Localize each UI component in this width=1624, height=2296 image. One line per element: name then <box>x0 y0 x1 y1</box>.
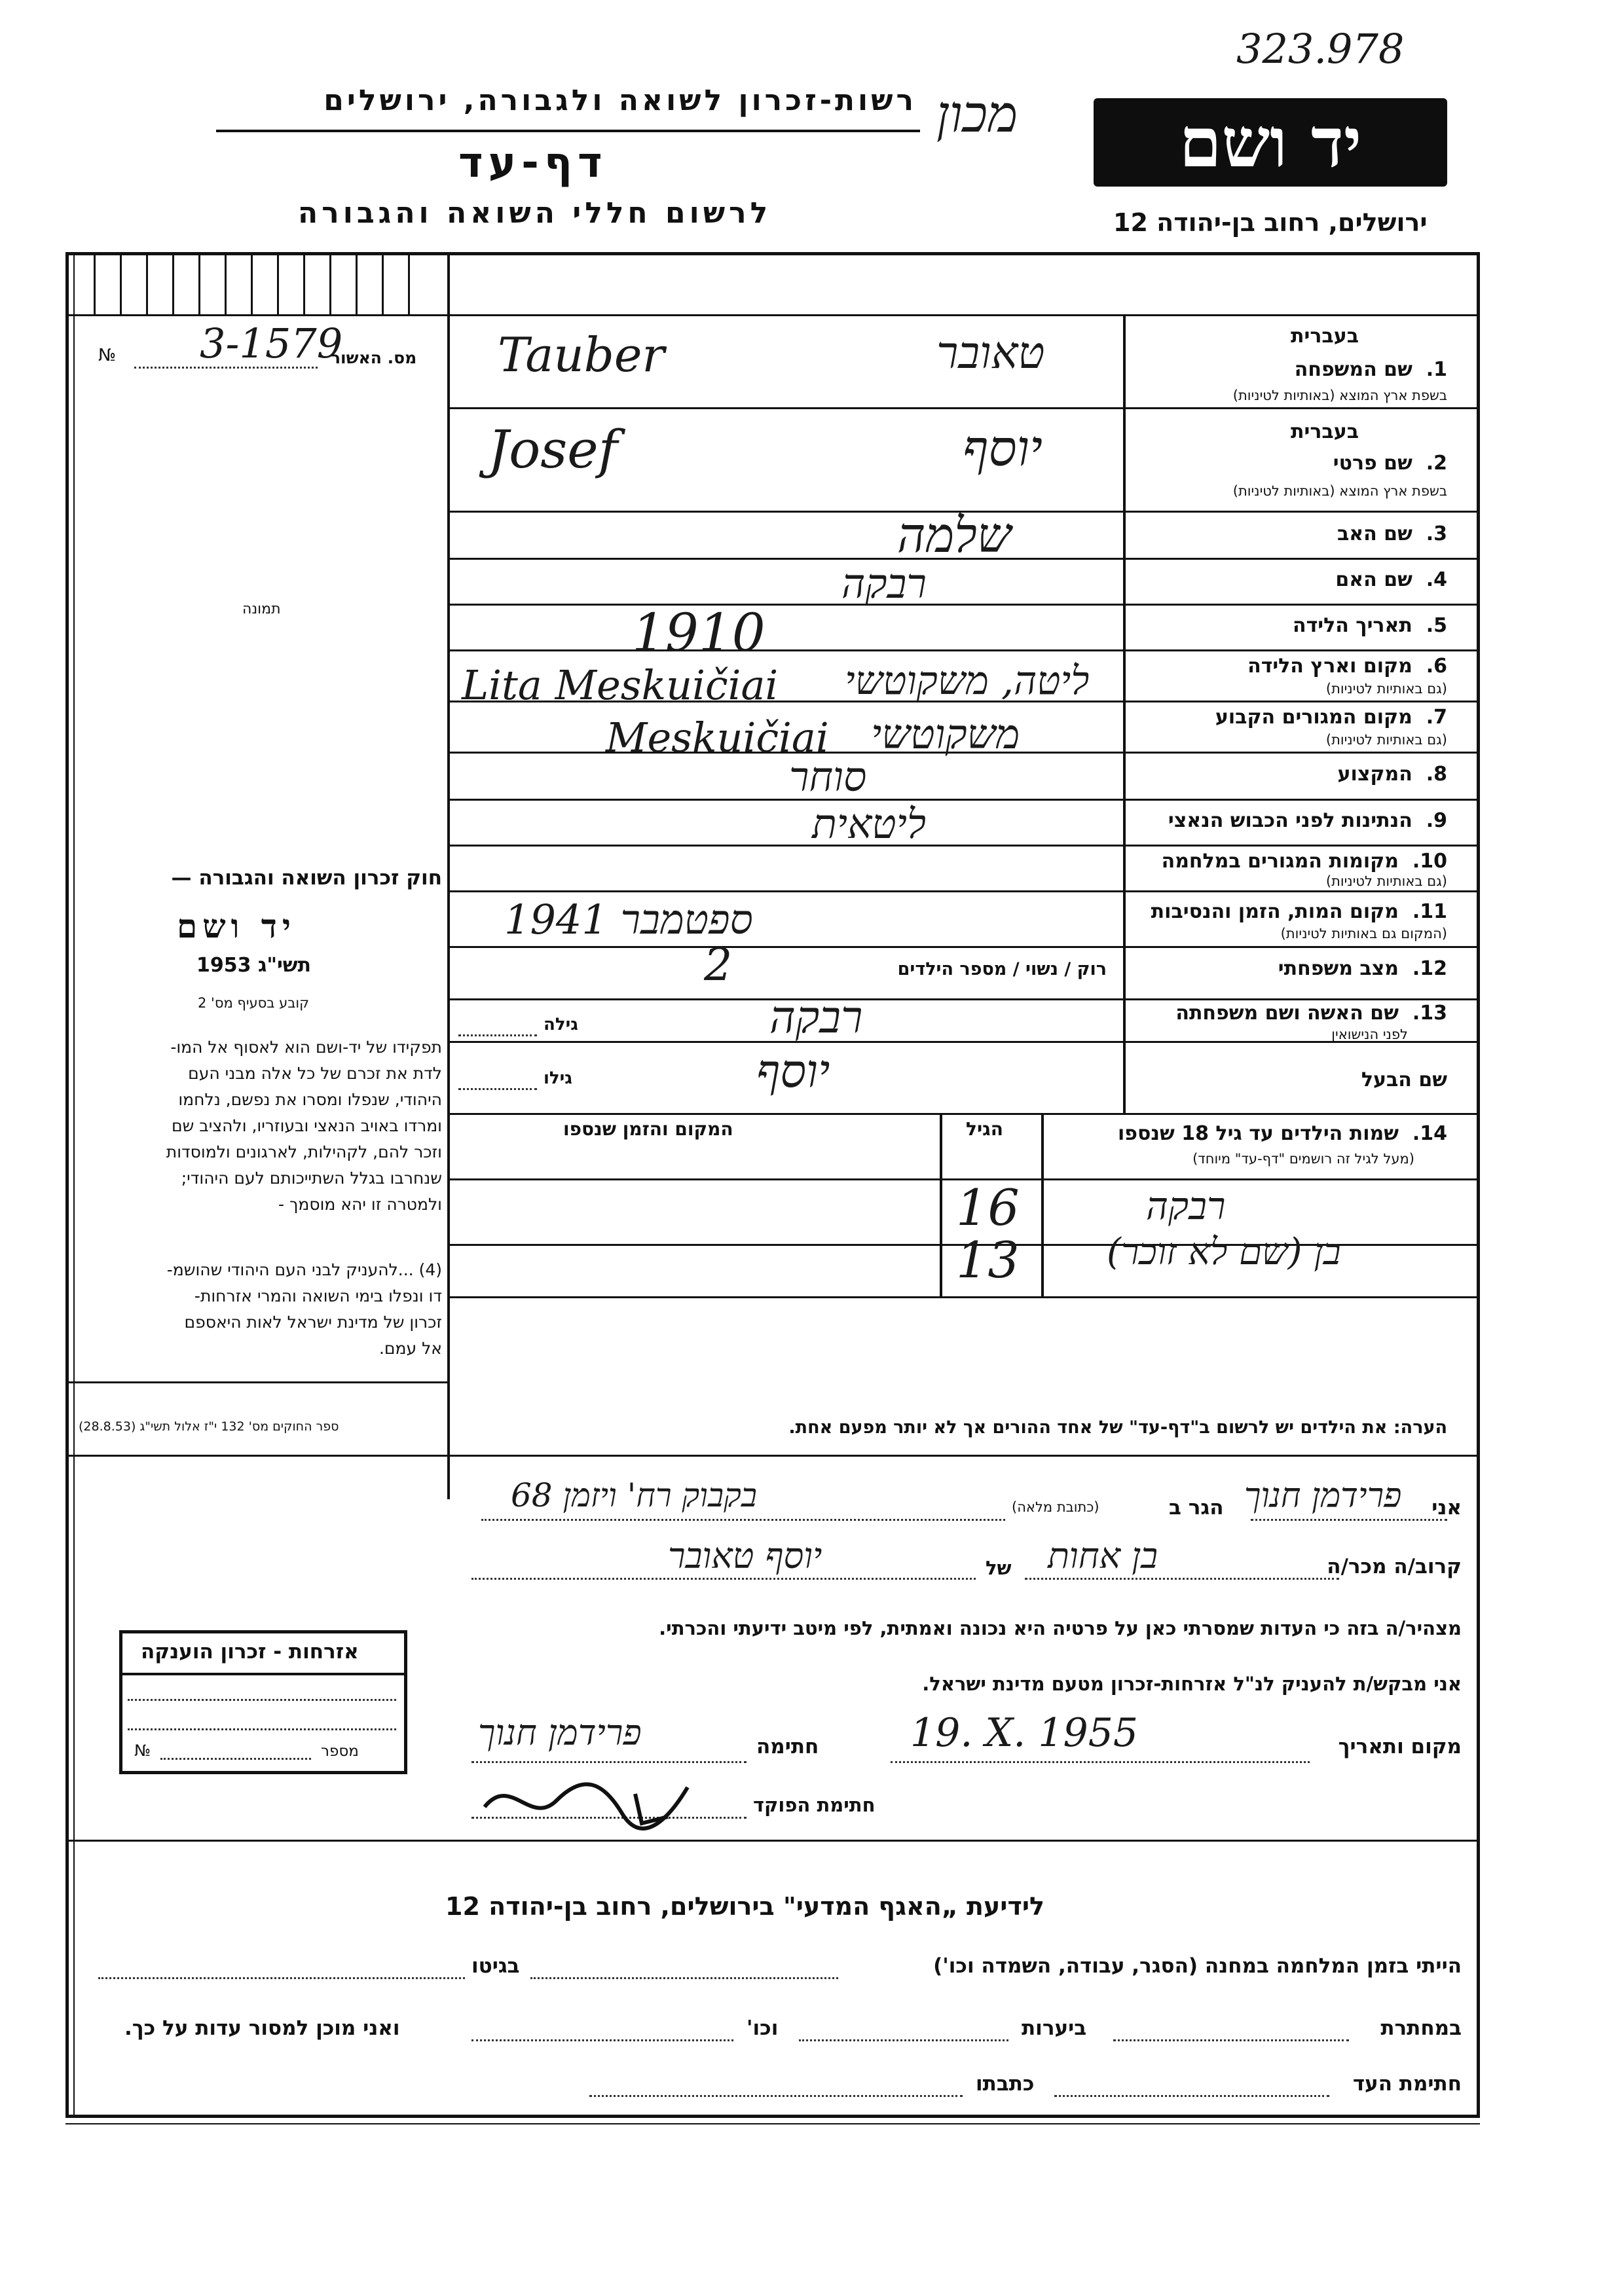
of-name-value[interactable]: יוסף טאובר <box>668 1535 822 1576</box>
f1-note: בשפת ארץ המוצא (באותיות לטיניות) <box>1232 388 1447 403</box>
row-rule-5 <box>447 649 1479 651</box>
law-para-1 <box>166 1034 442 1218</box>
row-rule-1 <box>447 407 1479 409</box>
logo-text: יד ושם <box>1179 102 1362 183</box>
bottom-line2-field-c <box>471 2039 733 2041</box>
frame-inner-bottom <box>65 2123 1480 2124</box>
law-p2-line-1: (4) ...להעניק לבני העם היהודי שהושמ- <box>166 1260 442 1279</box>
f11-note: (המקום גם באותיות לטיניות) <box>1280 926 1447 941</box>
f4-value[interactable]: רבקה <box>841 560 927 608</box>
id-box-tick-3 <box>146 255 148 316</box>
signature-scribble <box>471 1761 707 1833</box>
approval-label: מס. האשור <box>331 348 417 367</box>
remark-text: הערה: את הילדים יש לרשום ב"דף-עד" של אחד ההורים אך לא יותר מפעם אחת. <box>788 1417 1447 1438</box>
f1-number: 1. <box>1426 358 1447 381</box>
f6-value-hebrew[interactable]: ליטה, משקוטשי <box>845 658 1090 704</box>
f7-note: (גם באותיות לטיניות) <box>1325 732 1447 748</box>
bottom-line3-field-a <box>1054 2095 1329 2097</box>
f12-label <box>1278 957 1447 980</box>
id-box-tick-7 <box>251 255 253 316</box>
top-strip-rule <box>447 314 1479 316</box>
citizenship-number-label: מספר <box>321 1743 359 1760</box>
f3-value[interactable]: שלמה <box>897 507 1012 564</box>
id-box-tick-8 <box>277 255 279 316</box>
f5-label-text: תאריך הלידה <box>1292 614 1412 637</box>
children-bottom-rule <box>447 1296 1479 1298</box>
f8-number: 8. <box>1426 763 1447 786</box>
f7-value-latin[interactable]: Meskuičiai <box>606 714 829 761</box>
law-para-2 <box>167 1257 442 1362</box>
f7-value-hebrew[interactable]: משקוטשי <box>871 710 1020 758</box>
f6-label-text: מקום וארץ הלידה <box>1247 655 1412 678</box>
law-clause: קובע בסעיף מס' 2 <box>198 995 310 1011</box>
row-rule-8 <box>447 799 1479 801</box>
citizenship-dotline-1 <box>128 1699 396 1701</box>
bottom-line2-a: במחתרת <box>1380 2016 1462 2040</box>
f2-label-text: שם פרטי <box>1333 452 1412 475</box>
f7-label-text: מקום המגורים הקבוע <box>1215 706 1412 729</box>
bottom-line2-d: ואני מוכן למסור עדות על כך. <box>124 2016 400 2040</box>
bottom-line2-field-b <box>799 2039 1008 2041</box>
law-source: ספר החוקים מס' 132 י"ז אלול תשי"ג (28.8.53) <box>79 1419 339 1434</box>
f2-value-latin[interactable]: Josef <box>488 419 618 480</box>
f10-number: 10. <box>1412 850 1447 873</box>
place-date-label: מקום ותאריך <box>1338 1735 1462 1758</box>
child-2-age[interactable]: 13 <box>956 1231 1020 1289</box>
children-place-header: המקום והזמן שנספו <box>563 1118 733 1140</box>
f2-note: בשפת ארץ המוצא (באותיות לטיניות) <box>1232 483 1447 499</box>
f1-value-latin[interactable]: Tauber <box>498 327 665 382</box>
address: ירושלים, רחוב בן-יהודה 12 <box>1113 208 1428 237</box>
place-date-value[interactable]: 19. X. 1955 <box>910 1710 1139 1756</box>
f1-label <box>1295 358 1447 381</box>
law-p1-line-2: לדת את זכרם של כל אלה מבני העם <box>188 1064 442 1083</box>
f13-label <box>1175 1002 1447 1025</box>
f12-number: 12. <box>1412 957 1447 980</box>
f11-label <box>1151 900 1447 923</box>
remark-bottom-rule <box>65 1455 1480 1457</box>
address-note: (כתובת מלאה) <box>1012 1499 1099 1515</box>
f13-age-line <box>458 1034 537 1036</box>
signature-label: חתימה <box>756 1735 819 1758</box>
child-2-name[interactable]: בן (שם לא זוכר) <box>1107 1231 1341 1273</box>
children-col-age-left <box>940 1113 942 1296</box>
declarant-name-line <box>1251 1519 1447 1521</box>
f13-label-text: שם האשה ושם משפחתה <box>1175 1002 1399 1025</box>
declaration-text: מצהיר/ה בזה כי העדות שמסרתי כאן על פרטיה היא נכונה ואמתית, לפי מיטב ידיעתי והכרתי. <box>659 1617 1462 1639</box>
id-no-sign: № <box>98 346 117 365</box>
f13-age-label: גילה <box>544 1015 578 1034</box>
f11-number: 11. <box>1412 900 1447 923</box>
bottom-line3-field-b <box>589 2095 963 2097</box>
place-date-line <box>891 1761 1310 1763</box>
f9-label-text: הנתינות לפני הכבוש הנאצי <box>1168 809 1412 832</box>
row-rule-4 <box>447 604 1479 606</box>
law-p1-line-4: ומרדו באויב הנאצי ובעוזריו, ולהציב שם <box>172 1116 442 1135</box>
citizenship-dotline-2 <box>128 1728 396 1730</box>
bottom-title: לידיעת „האגף המדעי" בירושלים, רחוב בן-יהודה 12 <box>445 1892 1044 1921</box>
f8-label <box>1338 763 1447 786</box>
f11-label-text: מקום המות, הזמן והנסיבות <box>1151 900 1399 923</box>
law-title: חוק זכרון השואה והגבורה — <box>171 866 442 890</box>
f2-number: 2. <box>1426 452 1447 475</box>
declarant-address[interactable]: בקבוק רח' ויזמן 68 <box>511 1476 757 1514</box>
citizenship-number-line <box>160 1758 311 1760</box>
declaration-bottom-rule <box>65 1840 1480 1842</box>
archive-number: 323.978 <box>1236 25 1405 73</box>
f6-number: 6. <box>1426 655 1447 678</box>
f5-label <box>1293 614 1447 637</box>
id-box-tick-2 <box>120 255 122 316</box>
f11-value[interactable]: ספטמבר 1941 <box>504 896 753 943</box>
f3-label <box>1337 522 1447 545</box>
law-name: יד ושם <box>177 907 296 945</box>
f8-value[interactable]: סוחר <box>789 753 867 801</box>
f3-number: 3. <box>1426 522 1447 545</box>
bottom-line1-a: הייתי בזמן המלחמה במחנה (הסגר, עבודה, השמדה וכו') <box>933 1954 1462 1978</box>
child-1-name[interactable]: רבקה <box>1146 1184 1226 1228</box>
f2-hebrew-label: בעברית <box>1291 420 1359 443</box>
bottom-line1-field-b <box>98 1977 465 1979</box>
law-year: תשי"ג 1953 <box>196 954 312 977</box>
authority-name: רשות-זכרון לשואה ולגבורה, ירושלים <box>323 84 917 117</box>
f4-label <box>1335 568 1447 591</box>
f2-label <box>1333 452 1447 475</box>
signature-value[interactable]: פרידמן חנוך <box>478 1712 642 1753</box>
children-col-age-right <box>1041 1113 1044 1296</box>
law-p1-line-1: תפקידו של יד-ושם הוא לאסוף אל המו- <box>170 1038 442 1057</box>
bottom-line2-field-a <box>1113 2039 1349 2041</box>
citizenship-no-sign: № <box>134 1741 151 1760</box>
photo-label: תמונה <box>242 601 281 617</box>
children-title <box>1118 1122 1447 1145</box>
declarant-i-label: אני <box>1431 1496 1462 1520</box>
id-box-tick-10 <box>329 255 331 316</box>
f9-label <box>1168 809 1447 832</box>
f10-label-text: מקומות המגורים במלחמה <box>1161 850 1399 873</box>
id-box-tick-4 <box>172 255 174 316</box>
husband-value[interactable]: יוסף <box>756 1044 830 1098</box>
row-rule-13 <box>447 1041 1479 1043</box>
f1-label-text: שם המשפחה <box>1294 358 1412 381</box>
citizenship-title: אזרחות - זכרון הוענקה <box>141 1640 359 1664</box>
f3-label-text: שם האב <box>1337 522 1412 545</box>
f10-label <box>1162 850 1447 873</box>
f5-value[interactable]: 1910 <box>632 602 766 663</box>
request-text: אני מבקש/ת להעניק לנ"ל אזרחות-זכרון מטעם מדינת ישראל. <box>922 1673 1462 1695</box>
declarant-name[interactable]: פרידמן חנוך <box>1244 1476 1402 1516</box>
law-p2-line-3: זכרון של מדינת ישראל לאות היאספם <box>184 1313 442 1332</box>
address-line <box>481 1519 1005 1521</box>
husband-age-line <box>458 1088 537 1090</box>
bottom-line1-b: בגיטו <box>471 1954 520 1978</box>
f13-note: לפני הנישואין <box>1331 1027 1408 1042</box>
f5-number: 5. <box>1426 614 1447 637</box>
children-age-header: הגיל <box>966 1118 1003 1140</box>
f13-number: 13. <box>1412 1002 1447 1025</box>
f1-hebrew-label: בעברית <box>1291 325 1359 348</box>
f12-label-text: מצב משפחתי <box>1278 957 1399 980</box>
child-1-age[interactable]: 16 <box>956 1178 1020 1237</box>
f7-label <box>1215 706 1447 729</box>
law-p1-line-5: וזכר להם, לקהילות, לארגונים ולמוסדות <box>166 1142 442 1161</box>
law-p2-line-2: דו ונפלו בימי השואה והמרי אזרחות- <box>194 1286 442 1305</box>
law-p1-line-6: שנחרבו בגלל השתייכותם לעם היהודי; <box>181 1169 442 1188</box>
row-rule-10 <box>447 890 1479 892</box>
lives-in-label: הגר ב <box>1169 1496 1224 1520</box>
f6-note: (גם באותיות לטיניות) <box>1325 681 1447 697</box>
id-box-tick-5 <box>198 255 200 316</box>
form-subtitle: לרשום חללי השואה והגבורה <box>298 196 772 230</box>
f2-value-hebrew[interactable]: יוסף <box>963 419 1043 477</box>
f8-label-text: המקצוע <box>1337 763 1412 786</box>
id-box-tick-6 <box>225 255 227 316</box>
f7-number: 7. <box>1426 706 1447 729</box>
bottom-line1-field-a <box>530 1977 838 1979</box>
law-p1-line-7: ולמטרה זו יהא מוסמך - <box>278 1195 442 1214</box>
relative-label: קרוב/ה מכר/ה <box>1327 1555 1462 1578</box>
of-label: של <box>986 1557 1012 1579</box>
id-box-tick-11 <box>356 255 358 316</box>
approval-number[interactable]: 3-1579 <box>200 319 343 367</box>
handwritten-note: מכון <box>936 85 1018 144</box>
remark-top-rule <box>65 1381 447 1383</box>
of-name-line <box>471 1578 976 1580</box>
id-box-tick-12 <box>382 255 384 316</box>
f1-value-hebrew[interactable]: טאובר <box>936 327 1045 379</box>
f9-value[interactable]: ליטאית <box>812 800 926 848</box>
left-column-divider <box>447 255 450 1499</box>
yad-vashem-logo <box>1094 98 1447 187</box>
f4-number: 4. <box>1426 568 1447 591</box>
law-p1-line-3: היהודי, שנפלו ומסרו את נפשם, נלחמו <box>178 1090 442 1109</box>
id-box-tick-13 <box>408 255 410 316</box>
f10-note: (גם באותיות לטיניות) <box>1325 873 1447 889</box>
form-title: דף-עד <box>458 139 608 187</box>
bottom-line2-c: וכו' <box>747 2016 779 2040</box>
husband-age-label: גילו <box>544 1068 572 1088</box>
officer-label: חתימת הפוקד <box>753 1794 876 1816</box>
bottom-line3-b: כתבתו <box>976 2072 1035 2096</box>
f4-label-text: שם האם <box>1335 568 1412 591</box>
row-rule-11 <box>447 946 1479 948</box>
row-rule-12 <box>447 998 1479 1000</box>
row-rule-14 <box>447 1113 1479 1115</box>
law-p2-line-4: אל עמם. <box>378 1339 442 1358</box>
row-rule-9 <box>447 845 1479 847</box>
f6-label <box>1247 655 1447 678</box>
id-box-tick-1 <box>94 255 96 316</box>
relation-line <box>1025 1578 1339 1580</box>
f13-value[interactable]: רבקה <box>769 992 863 1044</box>
f12-value[interactable]: 2 <box>704 939 733 991</box>
children-title-text: שמות הילדים עד גיל 18 שנספו <box>1118 1122 1399 1145</box>
citizenship-rule-1 <box>119 1673 407 1675</box>
children-number: 14. <box>1412 1122 1447 1145</box>
husband-label: שם הבעל <box>1361 1068 1447 1091</box>
f6-value-latin[interactable]: Lita Meskuičiai <box>462 661 779 709</box>
f9-number: 9. <box>1426 809 1447 832</box>
header-rule <box>216 130 920 132</box>
f12-options: רוק / נשוי / מספר הילדים <box>897 959 1107 979</box>
f12-separator <box>1123 946 1126 1000</box>
children-note: (מעל לגיל זה רושמים "דף-עד" מיוחד) <box>1192 1151 1414 1167</box>
relation-value[interactable]: בן אחות <box>1048 1535 1158 1576</box>
id-strip-rule <box>65 314 449 316</box>
bottom-line3-a: חתימת העד <box>1352 2072 1462 2096</box>
bottom-line2-b: ביערות <box>1022 2016 1087 2040</box>
id-box-tick-9 <box>303 255 305 316</box>
frame-inner-left <box>73 255 75 2115</box>
